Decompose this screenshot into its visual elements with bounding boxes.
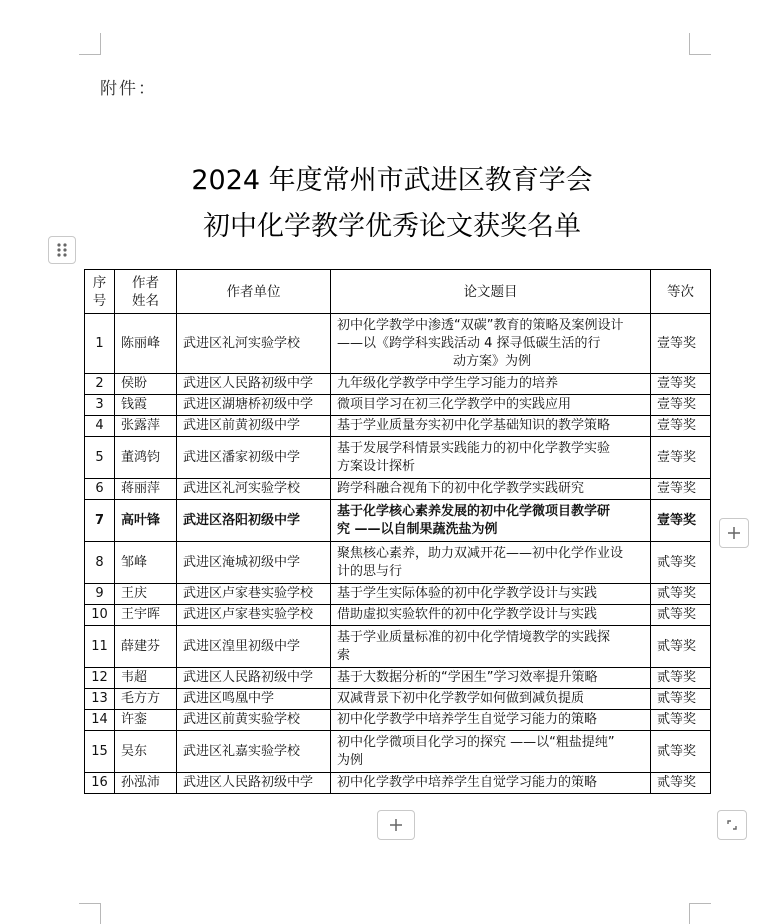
page-corner-mark-top-left bbox=[79, 33, 101, 55]
table-row bbox=[85, 542, 711, 584]
table-row bbox=[85, 710, 711, 731]
cell-topic: 借助虚拟实验软件的初中化学教学设计与实践 bbox=[331, 605, 651, 626]
cell-unit: 武进区湖塘桥初级中学 bbox=[177, 395, 331, 416]
cell-name: 董鸿钧 bbox=[115, 437, 177, 479]
add-column-button[interactable] bbox=[719, 518, 749, 548]
cell-num: 3 bbox=[85, 395, 115, 416]
cell-unit: 武进区潘家初级中学 bbox=[177, 437, 331, 479]
table-resize-button[interactable] bbox=[717, 810, 747, 840]
cell-name: 王庆 bbox=[115, 584, 177, 605]
cell-unit: 武进区前黄初级中学 bbox=[177, 416, 331, 437]
cell-name: 陈丽峰 bbox=[115, 314, 177, 374]
table-row bbox=[85, 689, 711, 710]
plus-icon bbox=[389, 818, 403, 832]
cell-unit: 武进区前黄实验学校 bbox=[177, 710, 331, 731]
table-row bbox=[85, 416, 711, 437]
header-num: 序 号 bbox=[85, 270, 115, 314]
table-row bbox=[85, 605, 711, 626]
cell-rank: 贰等奖 bbox=[651, 605, 711, 626]
cell-unit: 武进区礼河实验学校 bbox=[177, 479, 331, 500]
cell-rank: 贰等奖 bbox=[651, 773, 711, 794]
table-row bbox=[85, 584, 711, 605]
cell-rank: 壹等奖 bbox=[651, 374, 711, 395]
cell-name: 王宇晖 bbox=[115, 605, 177, 626]
cell-topic: 初中化学微项目化学习的探究 ——以“粗盐提纯” 为例 bbox=[331, 731, 651, 773]
cell-topic: 基于发展学科情景实践能力的初中化学教学实验 方案设计探析 bbox=[331, 437, 651, 479]
cell-unit: 武进区洛阳初级中学 bbox=[177, 500, 331, 542]
cell-num: 16 bbox=[85, 773, 115, 794]
cell-num: 8 bbox=[85, 542, 115, 584]
cell-topic: 跨学科融合视角下的初中化学教学实践研究 bbox=[331, 479, 651, 500]
add-row-button[interactable] bbox=[377, 810, 415, 840]
cell-num: 6 bbox=[85, 479, 115, 500]
plus-icon bbox=[727, 526, 741, 540]
cell-rank: 贰等奖 bbox=[651, 710, 711, 731]
cell-rank: 壹等奖 bbox=[651, 395, 711, 416]
cell-rank: 壹等奖 bbox=[651, 314, 711, 374]
page-corner-mark-top-right bbox=[689, 33, 711, 55]
cell-rank: 壹等奖 bbox=[651, 416, 711, 437]
cell-topic: 初中化学教学中渗透“双碳”教育的策略及案例设计 ——以《跨学科实践活动 4 探寻低碳生活的行 动方案》为例 bbox=[331, 314, 651, 374]
cell-num: 7 bbox=[85, 500, 115, 542]
cell-unit: 武进区人民路初级中学 bbox=[177, 374, 331, 395]
cell-unit: 武进区卢家巷实验学校 bbox=[177, 584, 331, 605]
cell-topic: 基于化学核心素养发展的初中化学微项目教学研 究 ——以自制果蔬洗盐为例 bbox=[331, 500, 651, 542]
awards-table bbox=[84, 269, 711, 794]
table-row bbox=[85, 314, 711, 374]
cell-topic: 双减背景下初中化学教学如何做到减负提质 bbox=[331, 689, 651, 710]
header-rank: 等次 bbox=[651, 270, 711, 314]
cell-name: 蒋丽萍 bbox=[115, 479, 177, 500]
cell-num: 10 bbox=[85, 605, 115, 626]
cell-rank: 贰等奖 bbox=[651, 668, 711, 689]
cell-topic: 九年级化学教学中学生学习能力的培养 bbox=[331, 374, 651, 395]
cell-topic: 基于学业质量标准的初中化学情境教学的实践探 索 bbox=[331, 626, 651, 668]
header-unit: 作者单位 bbox=[177, 270, 331, 314]
cell-name: 许銮 bbox=[115, 710, 177, 731]
table-row bbox=[85, 374, 711, 395]
cell-num: 14 bbox=[85, 710, 115, 731]
cell-name: 毛方方 bbox=[115, 689, 177, 710]
cell-unit: 武进区人民路初级中学 bbox=[177, 668, 331, 689]
page-corner-mark-bottom-left bbox=[79, 903, 101, 924]
header-topic: 论文题目 bbox=[331, 270, 651, 314]
cell-topic: 基于学业质量夯实初中化学基础知识的教学策略 bbox=[331, 416, 651, 437]
table-row bbox=[85, 773, 711, 794]
cell-unit: 武进区人民路初级中学 bbox=[177, 773, 331, 794]
cell-name: 邹峰 bbox=[115, 542, 177, 584]
table-row bbox=[85, 668, 711, 689]
cell-unit: 武进区礼嘉实验学校 bbox=[177, 731, 331, 773]
table-row bbox=[85, 437, 711, 479]
cell-num: 2 bbox=[85, 374, 115, 395]
cell-name: 孙泓沛 bbox=[115, 773, 177, 794]
cell-unit: 武进区礼河实验学校 bbox=[177, 314, 331, 374]
cell-name: 侯盼 bbox=[115, 374, 177, 395]
table-row bbox=[85, 731, 711, 773]
cell-topic: 基于大数据分析的“学困生”学习效率提升策略 bbox=[331, 668, 651, 689]
cell-name: 吴东 bbox=[115, 731, 177, 773]
cell-topic: 初中化学教学中培养学生自觉学习能力的策略 bbox=[331, 773, 651, 794]
cell-topic: 聚焦核心素养，助力双减开花——初中化学作业设 计的思与行 bbox=[331, 542, 651, 584]
cell-num: 12 bbox=[85, 668, 115, 689]
cell-name: 高叶锋 bbox=[115, 500, 177, 542]
cell-num: 1 bbox=[85, 314, 115, 374]
table-drag-handle[interactable] bbox=[48, 236, 76, 264]
cell-unit: 武进区卢家巷实验学校 bbox=[177, 605, 331, 626]
cell-rank: 壹等奖 bbox=[651, 437, 711, 479]
cell-num: 4 bbox=[85, 416, 115, 437]
attachment-label: 附件： bbox=[100, 79, 157, 99]
cell-num: 9 bbox=[85, 584, 115, 605]
cell-name: 钱霞 bbox=[115, 395, 177, 416]
resize-corner-icon bbox=[725, 818, 739, 832]
cell-rank: 贰等奖 bbox=[651, 689, 711, 710]
document-title-line-1: 2024 年度常州市武进区教育学会 bbox=[191, 165, 593, 196]
document-title-line-2: 初中化学教学优秀论文获奖名单 bbox=[203, 211, 581, 242]
page-corner-mark-bottom-right bbox=[689, 903, 711, 924]
cell-rank: 贰等奖 bbox=[651, 626, 711, 668]
cell-topic: 微项目学习在初三化学教学中的实践应用 bbox=[331, 395, 651, 416]
table-row bbox=[85, 626, 711, 668]
cell-rank: 贰等奖 bbox=[651, 731, 711, 773]
cell-num: 5 bbox=[85, 437, 115, 479]
cell-rank: 贰等奖 bbox=[651, 542, 711, 584]
drag-dots-icon bbox=[55, 242, 69, 258]
cell-num: 13 bbox=[85, 689, 115, 710]
cell-topic: 初中化学教学中培养学生自觉学习能力的策略 bbox=[331, 710, 651, 731]
cell-name: 韦超 bbox=[115, 668, 177, 689]
table-header-row bbox=[85, 270, 711, 314]
cell-unit: 武进区鸣凰中学 bbox=[177, 689, 331, 710]
header-name: 作者 姓名 bbox=[115, 270, 177, 314]
cell-rank: 贰等奖 bbox=[651, 584, 711, 605]
table-row bbox=[85, 395, 711, 416]
cell-num: 15 bbox=[85, 731, 115, 773]
cell-rank: 壹等奖 bbox=[651, 500, 711, 542]
table-row bbox=[85, 479, 711, 500]
cell-name: 张露萍 bbox=[115, 416, 177, 437]
cell-name: 薛建芬 bbox=[115, 626, 177, 668]
cell-unit: 武进区淹城初级中学 bbox=[177, 542, 331, 584]
cell-num: 11 bbox=[85, 626, 115, 668]
cell-topic: 基于学生实际体验的初中化学教学设计与实践 bbox=[331, 584, 651, 605]
cell-rank: 壹等奖 bbox=[651, 479, 711, 500]
table-row bbox=[85, 500, 711, 542]
cell-unit: 武进区湟里初级中学 bbox=[177, 626, 331, 668]
